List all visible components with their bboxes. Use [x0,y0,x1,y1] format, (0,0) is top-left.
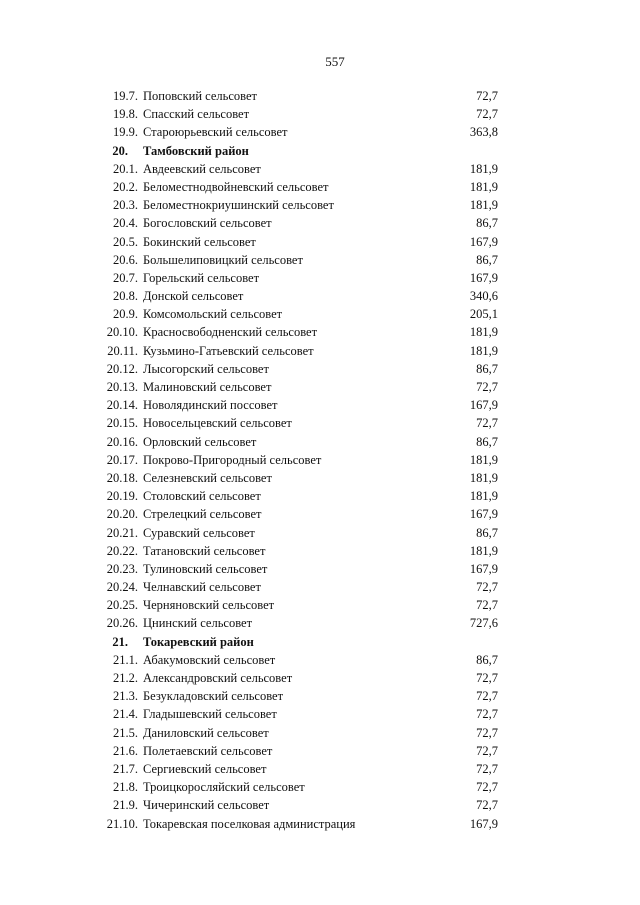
amount-value: 167,9 [469,561,498,576]
row-number: 20.11. [107,343,138,358]
amount-value: 181,9 [469,198,498,213]
settlement-name: Беломестнокриушинский сельсовет [143,198,334,213]
amount-value: 86,7 [476,252,498,267]
row-number: 20.14. [106,398,138,413]
row-number: 20.20. [106,507,138,522]
settlement-name: Суравский сельсовет [143,525,255,540]
amount-value: 167,9 [469,816,498,831]
amount-value: 167,9 [469,398,498,413]
amount-value: 72,7 [476,725,498,740]
row-number: 20.15. [106,416,138,431]
table-row [96,323,516,341]
row-number: 20.6. [113,252,138,267]
settlement-name: Богословский сельсовет [143,216,272,231]
table-row [96,778,516,796]
amount-value: 72,7 [476,89,498,103]
row-number: 20.19. [106,489,138,504]
row-number: 20.1. [113,161,138,176]
row-number: 21.8. [113,780,138,795]
amount-value: 72,7 [476,798,498,813]
row-number: 20.9. [113,307,138,322]
row-number: 19.7. [113,89,138,103]
amount-value: 205,1 [469,307,498,322]
settlement-name: Безукладовский сельсовет [143,689,284,704]
amount-value: 86,7 [476,361,498,376]
settlement-name: Орловский сельсовет [143,434,257,449]
table-row [96,742,516,760]
amount-value: 72,7 [476,743,498,758]
district-header-row [96,633,516,651]
table-row [96,123,516,141]
table-row [96,233,516,251]
amount-value: 181,9 [469,179,498,194]
row-number: 20.21. [106,525,138,540]
amount-value: 72,7 [476,761,498,776]
settlement-name: Покрово-Пригородный сельсовет [143,452,322,467]
amount-value: 181,9 [469,489,498,504]
settlement-name: Челнавский сельсовет [143,580,261,595]
settlement-name: Донской сельсовет [143,289,244,304]
table-row [96,669,516,687]
settlement-name: Красносвободненский сельсовет [143,325,318,340]
amount-value: 72,7 [476,380,498,394]
table-row [96,360,516,378]
row-number: 21.6. [113,743,138,758]
allocation-table [96,87,516,833]
amount-value: 181,9 [469,343,498,358]
table-row [96,796,516,814]
table-row [96,724,516,742]
table-row [96,414,516,432]
row-number: 21.3. [113,689,138,704]
table-row [96,596,516,614]
district-header-row [96,142,516,160]
amount-value: 86,7 [476,434,498,449]
table-row [96,178,516,196]
table-row [96,105,516,123]
table-row [96,705,516,723]
table-row [96,305,516,323]
row-number: 20.17. [106,452,138,467]
settlement-name: Кузьмино-Гатьевский сельсовет [143,343,314,358]
district-name: Токаревский район [143,634,254,649]
settlement-name: Беломестнодвойневский сельсовет [143,179,329,194]
amount-value: 727,6 [469,616,498,631]
settlement-name: Староюрьевский сельсовет [143,125,288,140]
row-number: 20.5. [113,234,138,249]
row-number: 21.9. [113,798,138,813]
row-number: 19.8. [113,107,138,122]
row-number: 21.7. [113,761,138,776]
table-row [96,160,516,178]
row-number: 20.25. [106,598,138,613]
row-number: 20.2. [113,179,138,194]
table-row [96,396,516,414]
settlement-name: Авдеевский сельсовет [143,161,261,176]
row-number: 20.23. [106,561,138,576]
table-row [96,560,516,578]
district-name: Тамбовский район [143,143,249,158]
row-number: 20.12. [106,361,138,376]
table-row [96,578,516,596]
row-number: 20.3. [113,198,138,213]
amount-value: 181,9 [469,470,498,485]
amount-value: 363,8 [469,125,498,140]
amount-value: 181,9 [469,325,498,340]
settlement-name: Тулиновский сельсовет [143,561,268,576]
settlement-name: Селезневский сельсовет [143,470,272,485]
row-number: 19.9. [113,125,138,140]
table-row [96,433,516,451]
amount-value: 167,9 [469,234,498,249]
row-number: 20. [112,143,128,158]
settlement-name: Поповский сельсовет [143,89,257,103]
row-number: 20.4. [113,216,138,231]
row-number: 21. [112,634,128,649]
page-number: 557 [325,54,345,69]
settlement-name: Татановский сельсовет [143,543,266,558]
amount-value: 72,7 [476,689,498,704]
settlement-name: Гладышевский сельсовет [143,707,277,722]
table-row [96,687,516,705]
table-row [96,651,516,669]
table-row [96,87,516,105]
row-number: 21.5. [113,725,138,740]
amount-value: 86,7 [476,652,498,667]
row-number: 20.8. [113,289,138,304]
amount-value: 72,7 [476,416,498,431]
settlement-name: Лысогорский сельсовет [143,361,269,376]
table-row [96,251,516,269]
settlement-name: Александровский сельсовет [143,671,293,685]
table-row [96,815,516,833]
row-number: 20.7. [113,270,138,285]
settlement-name: Полетаевский сельсовет [143,743,273,758]
amount-value: 167,9 [469,270,498,285]
row-number: 20.10. [106,325,138,340]
settlement-name: Черняновский сельсовет [143,598,275,613]
amount-value: 86,7 [476,216,498,231]
settlement-name: Токаревская поселковая администрация [143,816,356,831]
row-number: 21.4. [113,707,138,722]
table-row [96,214,516,232]
amount-value: 340,6 [469,289,498,304]
table-row [96,269,516,287]
table-row [96,378,516,396]
table-row [96,524,516,542]
row-number: 20.26. [106,616,138,631]
row-number: 20.24. [106,580,138,595]
table-row [96,505,516,523]
settlement-name: Малиновский сельсовет [143,380,272,394]
amount-value: 72,7 [476,598,498,613]
settlement-name: Сергиевский сельсовет [143,761,267,776]
amount-value: 167,9 [469,507,498,522]
amount-value: 72,7 [476,707,498,722]
table-row [96,469,516,487]
row-number: 20.13. [106,380,138,394]
settlement-name: Абакумовский сельсовет [143,652,276,667]
amount-value: 72,7 [476,107,498,122]
amount-value: 86,7 [476,525,498,540]
table-row [96,342,516,360]
settlement-name: Столовский сельсовет [143,489,261,504]
settlement-name: Бокинский сельсовет [143,234,256,249]
amount-value: 181,9 [469,161,498,176]
amount-value: 72,7 [476,780,498,795]
row-number: 21.1. [113,652,138,667]
table-row [96,487,516,505]
settlement-name: Троицкоросляйский сельсовет [143,780,305,795]
amount-value: 72,7 [476,671,498,685]
table-row [96,542,516,560]
table-row [96,760,516,778]
settlement-name: Новосельцевский сельсовет [143,416,292,431]
settlement-name: Даниловский сельсовет [143,725,269,740]
settlement-name: Спасский сельсовет [143,107,250,122]
amount-value: 181,9 [469,452,498,467]
amount-value: 181,9 [469,543,498,558]
settlement-name: Стрелецкий сельсовет [143,507,262,522]
row-number: 20.18. [106,470,138,485]
row-number: 20.16. [106,434,138,449]
settlement-name: Новолядинский поссовет [143,398,278,413]
amount-value: 72,7 [476,580,498,595]
table-row [96,614,516,632]
settlement-name: Большелиповицкий сельсовет [143,252,303,267]
settlement-name: Комсомольский сельсовет [143,307,283,322]
settlement-name: Цнинский сельсовет [143,616,253,631]
table-row [96,196,516,214]
settlement-name: Горельский сельсовет [143,270,260,285]
table-row [96,451,516,469]
row-number: 20.22. [106,543,138,558]
row-number: 21.2. [113,671,138,685]
settlement-name: Чичеринский сельсовет [143,798,270,813]
table-row [96,287,516,305]
row-number: 21.10. [106,816,138,831]
